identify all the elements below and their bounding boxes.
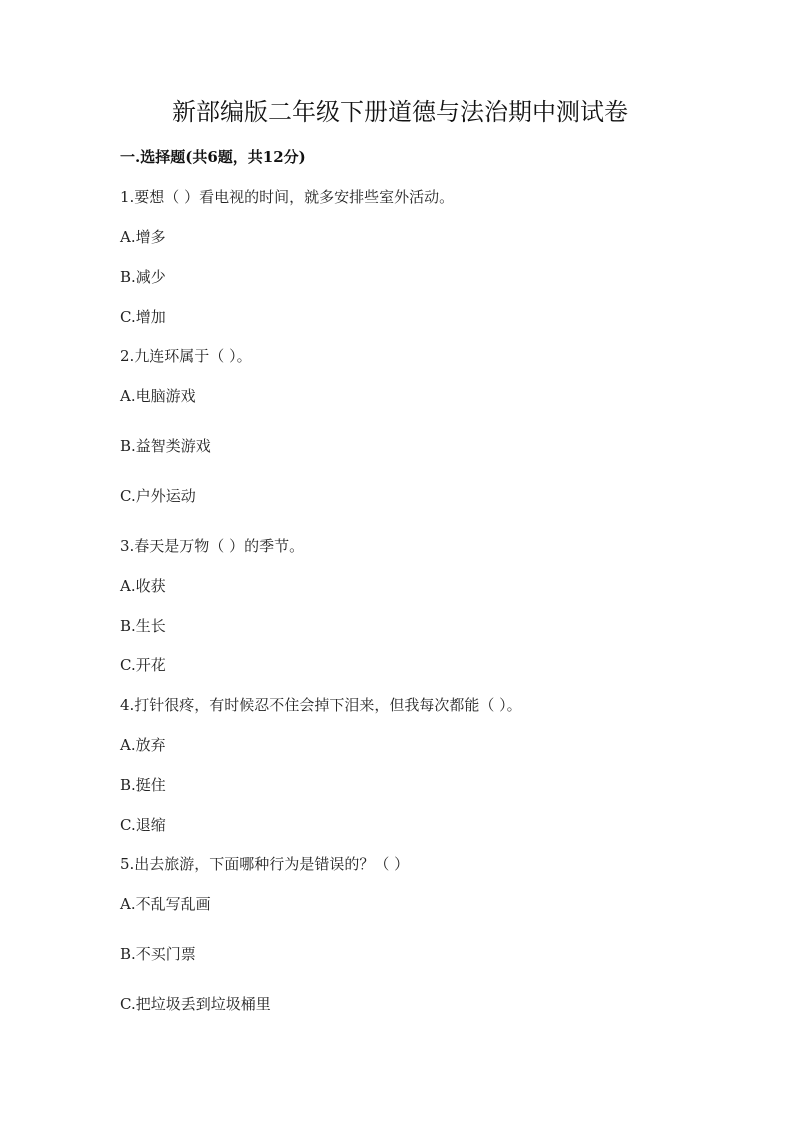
question-5-option-b: B.不买门票 (120, 945, 196, 963)
question-1-option-c: C.增加 (120, 308, 166, 326)
question-4-stem: 4.打针很疼，有时候忍不住会掉下泪来，但我每次都能（ ）。 (120, 696, 522, 714)
question-2-option-a: A.电脑游戏 (120, 387, 196, 405)
question-5-stem: 5.出去旅游，下面哪种行为是错误的？（ ） (120, 855, 410, 873)
question-1-stem: 1.要想（ ）看电视的时间，就多安排些室外活动。 (120, 188, 455, 206)
question-4-option-c: C.退缩 (120, 816, 166, 834)
question-2-option-c: C.户外运动 (120, 487, 196, 505)
question-5-option-c: C.把垃圾丢到垃圾桶里 (120, 995, 271, 1013)
question-3-option-c: C.开花 (120, 656, 166, 674)
question-4-option-a: A.放弃 (120, 736, 166, 754)
question-3-stem: 3.春天是万物（ ）的季节。 (120, 537, 305, 555)
question-2-stem: 2.九连环属于（ ）。 (120, 347, 252, 365)
question-2-option-b: B.益智类游戏 (120, 437, 211, 455)
section-heading: 一.选择题(共6题，共12分) (120, 148, 306, 166)
question-4-option-b: B.挺住 (120, 776, 166, 794)
question-5-option-a: A.不乱写乱画 (120, 895, 211, 913)
page-title: 新部编版二年级下册道德与法治期中测试卷 (172, 98, 628, 126)
question-3-option-a: A.收获 (120, 577, 166, 595)
question-3-option-b: B.生长 (120, 617, 166, 635)
question-1-option-a: A.增多 (120, 228, 166, 246)
question-1-option-b: B.减少 (120, 268, 166, 286)
